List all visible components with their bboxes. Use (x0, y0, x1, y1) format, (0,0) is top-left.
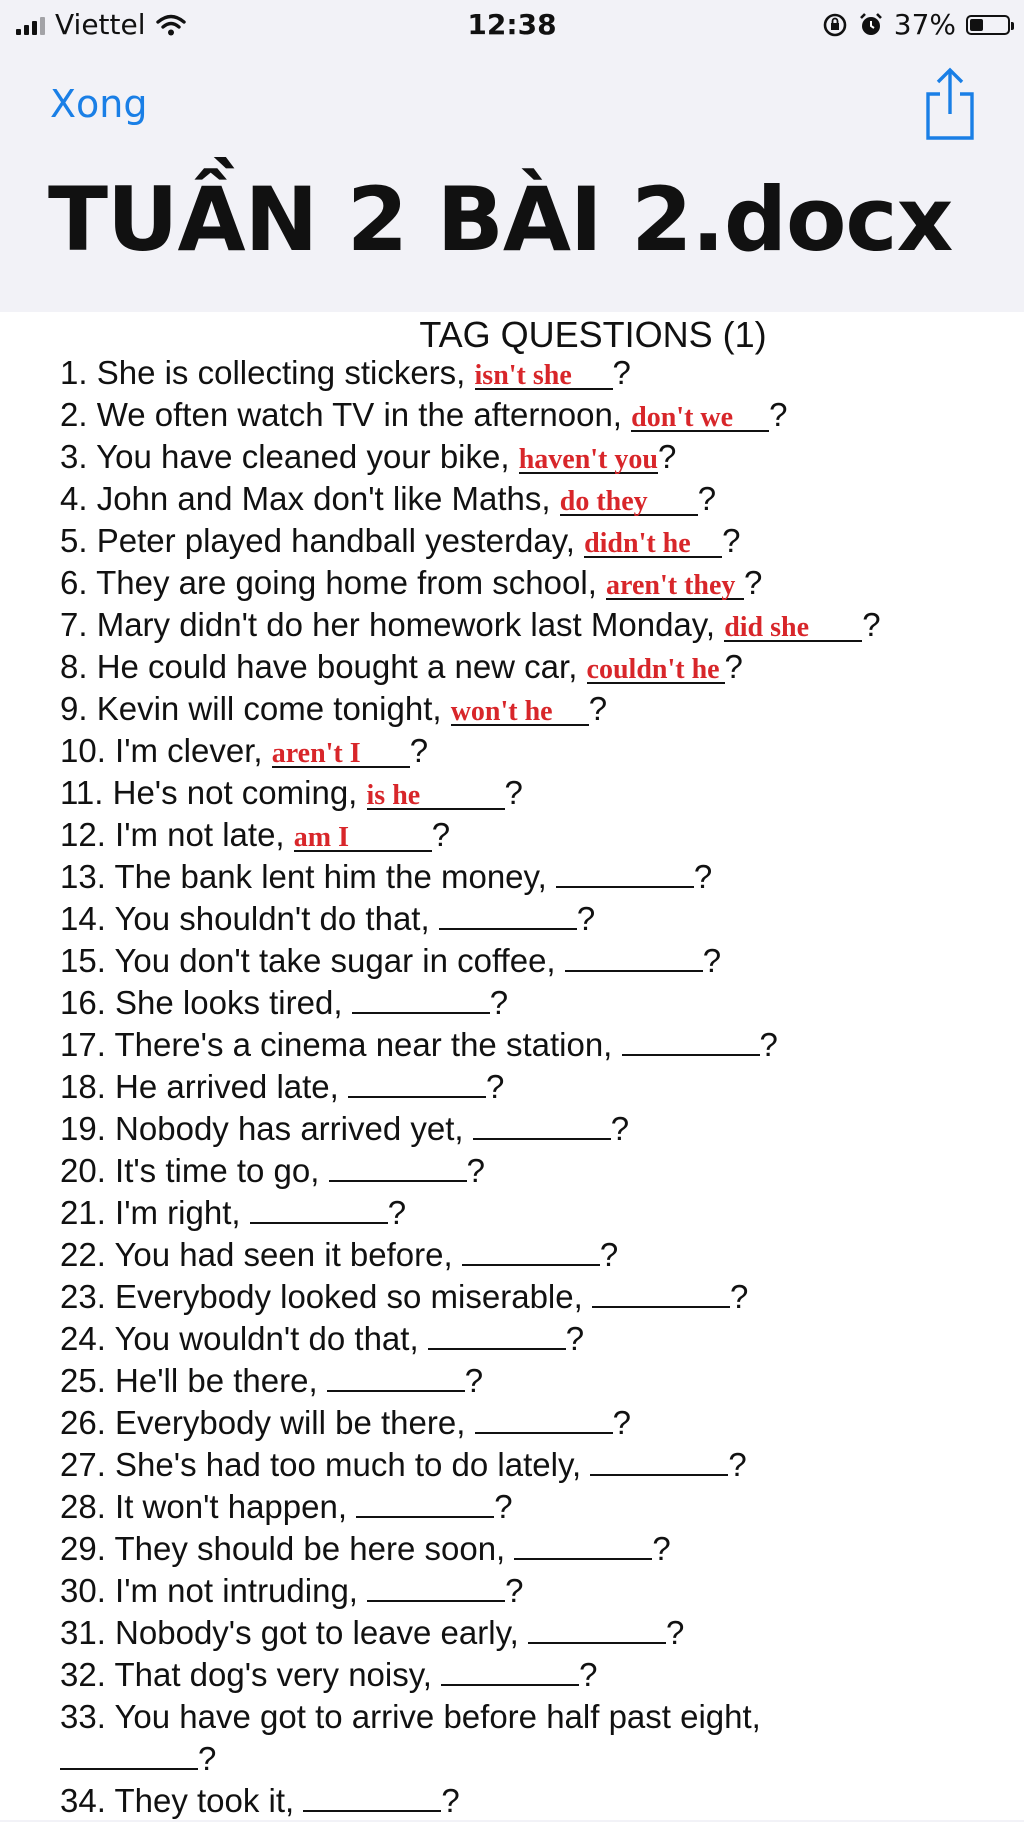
question-text: Nobody has arrived yet, (115, 1110, 464, 1147)
answer-blank[interactable] (439, 898, 577, 930)
question-mark: ? (494, 1488, 513, 1525)
answer-text: haven't you (518, 444, 658, 475)
question-item (60, 772, 881, 814)
question-text: It's time to go, (115, 1152, 320, 1189)
answer-blank[interactable] (294, 820, 432, 852)
question-number: 24. (60, 1320, 106, 1357)
question-number: 4. (60, 480, 88, 517)
question-mark: ? (387, 1194, 407, 1231)
question-number: 19. (60, 1110, 106, 1147)
question-item (60, 1234, 881, 1276)
question-number: 34. (60, 1782, 106, 1819)
question-item (60, 814, 881, 856)
question-item (60, 1528, 881, 1570)
question-number: 3. (60, 438, 88, 475)
orientation-lock-icon (822, 12, 848, 38)
question-text: We often watch TV in the afternoon, (96, 396, 622, 433)
question-text: They are going home from school, (96, 564, 597, 601)
answer-blank[interactable] (441, 1654, 579, 1686)
question-item (60, 1192, 881, 1234)
question-item (60, 478, 881, 520)
question-number: 28. (60, 1488, 106, 1525)
done-button[interactable]: Xong (50, 82, 148, 126)
answer-blank[interactable] (356, 1486, 494, 1518)
alarm-icon (858, 12, 884, 38)
answer-text: isn't she (474, 360, 572, 391)
answer-text: didn't he (584, 528, 691, 559)
question-text: Peter played handball yesterday, (96, 522, 575, 559)
question-text: He'll be there, (115, 1362, 318, 1399)
question-item (60, 730, 881, 772)
question-number: 25. (60, 1362, 106, 1399)
question-mark: ? (665, 1614, 685, 1651)
question-mark: ? (198, 1740, 217, 1777)
question-text: You wouldn't do that, (114, 1320, 419, 1357)
question-item (60, 1444, 881, 1486)
question-number: 32. (60, 1656, 106, 1693)
question-item (60, 1318, 881, 1360)
question-text: You have got to arrive before half past eight, (114, 1698, 761, 1735)
question-item (60, 1150, 881, 1192)
question-item (60, 1570, 881, 1612)
question-number: 22. (60, 1236, 106, 1273)
question-mark: ? (576, 900, 596, 937)
question-mark: ? (409, 732, 429, 769)
question-mark: ? (862, 606, 881, 643)
question-text: She's had too much to do lately, (115, 1446, 582, 1483)
question-mark: ? (722, 522, 741, 559)
answer-text: do they (559, 486, 648, 517)
answer-text: aren't I (271, 738, 361, 769)
question-number: 23. (60, 1278, 106, 1315)
question-mark: ? (441, 1782, 460, 1819)
answer-blank[interactable] (528, 1612, 666, 1644)
question-text: I'm not intruding, (115, 1572, 358, 1609)
question-number: 27. (60, 1446, 106, 1483)
question-text: He's not coming, (112, 774, 358, 811)
answer-text: aren't they (606, 570, 736, 601)
answer-blank[interactable] (250, 1192, 388, 1224)
answer-blank[interactable] (590, 1444, 728, 1476)
question-mark: ? (466, 1152, 485, 1189)
question-mark: ? (579, 1656, 598, 1693)
question-number: 11. (60, 774, 104, 811)
question-mark: ? (702, 942, 722, 979)
question-item (60, 1024, 881, 1066)
question-number: 14. (60, 900, 106, 937)
answer-blank[interactable] (560, 484, 698, 516)
answer-blank[interactable] (348, 1066, 486, 1098)
question-text: He could have bought a new car, (96, 648, 578, 685)
question-text: She is collecting stickers, (96, 354, 466, 391)
question-number: 26. (60, 1404, 106, 1441)
battery-fill (970, 19, 983, 31)
question-item (60, 436, 881, 478)
question-number: 10. (60, 732, 106, 769)
question-number: 18. (60, 1068, 106, 1105)
question-item (60, 520, 881, 562)
question-item (60, 394, 881, 436)
answer-blank[interactable] (473, 1108, 611, 1140)
question-mark: ? (504, 774, 523, 811)
question-text: He arrived late, (115, 1068, 339, 1105)
worksheet-heading: TAG QUESTIONS (1) (419, 314, 767, 355)
question-text: You don't take sugar in coffee, (114, 942, 556, 979)
question-text: Everybody looked so miserable, (115, 1278, 583, 1315)
answer-text: did she (724, 612, 810, 643)
answer-text: don't we (631, 402, 734, 433)
question-item (60, 1066, 881, 1108)
answer-blank[interactable] (60, 1738, 198, 1770)
question-mark: ? (759, 1026, 778, 1063)
question-item (60, 562, 881, 604)
question-text: I'm right, (115, 1194, 241, 1231)
question-item (60, 1402, 881, 1444)
question-number: 8. (60, 648, 88, 685)
question-text: Nobody's got to leave early, (115, 1614, 519, 1651)
question-item (60, 1486, 881, 1528)
question-item (60, 1696, 881, 1780)
question-text: They took it, (114, 1782, 295, 1819)
answer-blank[interactable] (272, 736, 410, 768)
question-item (60, 1654, 881, 1696)
question-text: That dog's very noisy, (114, 1656, 432, 1693)
question-mark: ? (489, 984, 509, 1021)
answer-blank[interactable] (724, 610, 862, 642)
question-item (60, 940, 881, 982)
answer-blank[interactable] (367, 1570, 505, 1602)
question-text: You shouldn't do that, (114, 900, 430, 937)
question-number: 30. (60, 1572, 106, 1609)
question-item (60, 856, 881, 898)
question-item (60, 898, 881, 940)
question-text: She looks tired, (115, 984, 343, 1021)
status-right (822, 8, 1010, 41)
question-text: Everybody will be there, (115, 1404, 466, 1441)
question-item (60, 352, 881, 394)
question-text: Mary didn't do her homework last Monday, (96, 606, 716, 643)
question-number: 1. (60, 354, 88, 391)
question-mark: ? (565, 1320, 585, 1357)
question-item (60, 604, 881, 646)
answer-blank[interactable] (565, 940, 703, 972)
question-item (60, 1276, 881, 1318)
answer-blank[interactable] (327, 1360, 465, 1392)
question-mark: ? (464, 1362, 484, 1399)
question-number: 29. (60, 1530, 106, 1567)
document-title: TUẦN 2 BÀI 2.docx (48, 168, 953, 271)
answer-text: couldn't he (586, 654, 720, 685)
question-item (60, 1780, 881, 1822)
question-text: I'm not late, (115, 816, 285, 853)
status-bar (0, 0, 1024, 52)
answer-blank[interactable] (329, 1150, 467, 1182)
question-item (60, 1612, 881, 1654)
question-text: Kevin will come tonight, (96, 690, 442, 727)
question-number: 5. (60, 522, 88, 559)
answer-blank[interactable] (622, 1024, 760, 1056)
document-page[interactable] (0, 312, 1024, 1820)
question-number: 6. (60, 564, 88, 601)
answer-blank[interactable] (592, 1276, 730, 1308)
question-mark: ? (610, 1110, 630, 1147)
question-text: They should be here soon, (114, 1530, 506, 1567)
clock: 12:38 (467, 8, 557, 41)
battery-percent: 37% (893, 8, 956, 41)
question-mark: ? (652, 1530, 671, 1567)
answer-blank[interactable] (514, 1528, 652, 1560)
question-text: John and Max don't like Maths, (96, 480, 551, 517)
question-item (60, 688, 881, 730)
question-number: 21. (60, 1194, 106, 1231)
question-mark: ? (485, 1068, 505, 1105)
answer-text: am I (293, 822, 349, 853)
answer-blank[interactable] (428, 1318, 566, 1350)
question-mark: ? (729, 1278, 749, 1315)
question-mark: ? (697, 480, 717, 517)
question-mark: ? (657, 438, 677, 475)
question-mark: ? (724, 648, 743, 685)
question-number: 17. (60, 1026, 106, 1063)
question-text: There's a cinema near the station, (114, 1026, 613, 1063)
answer-blank[interactable] (462, 1234, 600, 1266)
question-mark: ? (728, 1446, 747, 1483)
answer-blank[interactable] (556, 856, 694, 888)
question-item (60, 1360, 881, 1402)
question-number: 16. (60, 984, 106, 1021)
question-list (60, 352, 881, 1822)
question-text: It won't happen, (115, 1488, 348, 1525)
answer-blank[interactable] (587, 652, 725, 684)
question-number: 7. (60, 606, 88, 643)
question-number: 31. (60, 1614, 106, 1651)
question-item (60, 1108, 881, 1150)
battery-icon (966, 15, 1010, 35)
question-mark: ? (612, 1404, 631, 1441)
answer-blank[interactable] (367, 778, 505, 810)
answer-blank[interactable] (451, 694, 589, 726)
question-item (60, 646, 881, 688)
share-icon[interactable] (922, 66, 978, 142)
question-mark: ? (744, 564, 763, 601)
question-text: You had seen it before, (114, 1236, 453, 1273)
question-number: 12. (60, 816, 106, 853)
question-mark: ? (599, 1236, 619, 1273)
question-mark: ? (431, 816, 451, 853)
question-number: 9. (60, 690, 88, 727)
answer-text: is he (366, 780, 421, 811)
answer-blank[interactable] (475, 358, 613, 390)
question-item (60, 982, 881, 1024)
question-mark: ? (612, 354, 631, 391)
answer-blank[interactable] (631, 400, 769, 432)
question-text: I'm clever, (115, 732, 263, 769)
answer-blank[interactable] (584, 526, 722, 558)
question-text: The bank lent him the money, (114, 858, 547, 895)
question-number: 33. (60, 1698, 106, 1735)
answer-blank[interactable] (475, 1402, 613, 1434)
question-number: 20. (60, 1152, 106, 1189)
question-mark: ? (693, 858, 713, 895)
answer-blank[interactable] (519, 442, 658, 474)
question-mark: ? (505, 1572, 524, 1609)
answer-blank[interactable] (303, 1780, 441, 1812)
answer-text: won't he (450, 696, 553, 727)
question-mark: ? (588, 690, 608, 727)
answer-blank[interactable] (352, 982, 490, 1014)
question-text: You have cleaned your bike, (96, 438, 510, 475)
carrier-name: Viettel (55, 8, 146, 41)
question-number: 2. (60, 396, 88, 433)
question-mark: ? (769, 396, 788, 433)
question-number: 15. (60, 942, 106, 979)
question-number: 13. (60, 858, 106, 895)
answer-blank[interactable] (606, 568, 744, 600)
